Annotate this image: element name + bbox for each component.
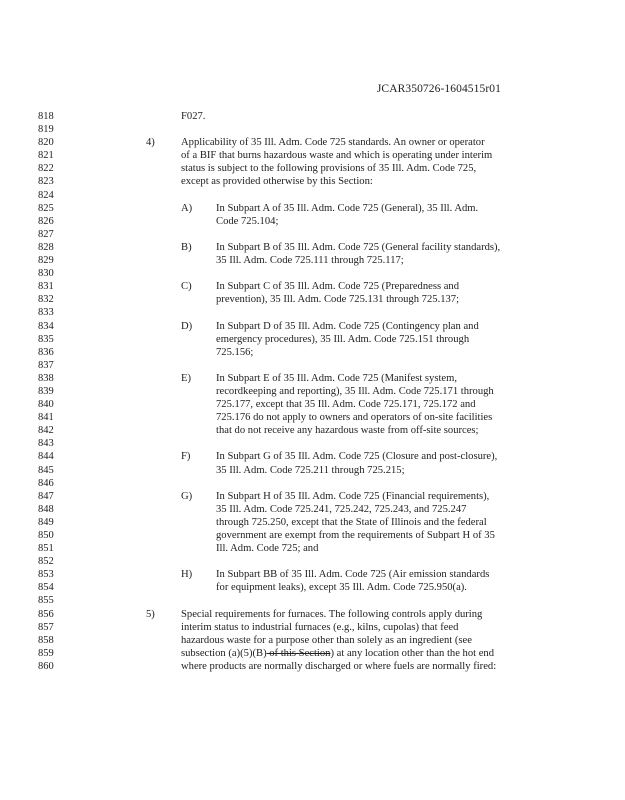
text-line (0, 503, 625, 516)
text: hazardous waste for a purpose other than solely as an ingredient (see (181, 634, 472, 646)
line-number: 858 (38, 634, 54, 646)
text: Special requirements for furnaces. The following controls apply during (181, 608, 483, 620)
text: for equipment leaks), except 35 Ill. Adm. Code 725.950(a). (216, 582, 467, 594)
text-line (0, 372, 625, 385)
line-number: 829 (38, 255, 54, 267)
line-number: 828 (38, 241, 54, 253)
text: 725.176 do not apply to owners and operators of on-site facilities (216, 412, 493, 424)
line-number: 852 (38, 556, 54, 568)
line-number: 818 (38, 111, 54, 122)
text: 725.156; (216, 346, 254, 358)
text-line (0, 647, 625, 660)
line-number: 853 (38, 569, 54, 581)
text-line (0, 450, 625, 463)
line-number: 831 (38, 281, 54, 293)
line-number: 835 (38, 333, 54, 345)
text: Ill. Adm. Code 725; and (216, 543, 319, 555)
line-number: 856 (38, 608, 54, 620)
line-number: 846 (38, 477, 54, 489)
text-line (0, 320, 625, 333)
blank-line (0, 437, 625, 450)
document-body (0, 110, 625, 673)
text: prevention), 35 Ill. Adm. Code 725.131 through 725.137; (216, 294, 460, 306)
text-line (0, 175, 625, 188)
text-line (0, 608, 625, 621)
text-line (0, 346, 625, 359)
text: 35 Ill. Adm. Code 725.111 through 725.117; (216, 255, 404, 267)
line-number: 819 (38, 124, 54, 136)
blank-line (0, 594, 625, 607)
document-id: JCAR350726-1604515r01 (376, 83, 501, 95)
text: of a BIF that burns hazardous waste and which is operating under interim (181, 150, 493, 162)
text: Applicability of 35 Ill. Adm. Code 725 standards. An owner or operator (181, 137, 485, 149)
line-number: 834 (38, 320, 54, 332)
line-number: 821 (38, 150, 54, 162)
text-line (0, 568, 625, 581)
blank-line (0, 123, 625, 136)
text: F027. (181, 111, 206, 122)
text-line (0, 254, 625, 267)
line-number: 836 (38, 346, 54, 358)
text-line (0, 411, 625, 424)
blank-line (0, 228, 625, 241)
line-number: 860 (38, 660, 54, 672)
text: Code 725.104; (216, 215, 279, 227)
text: In Subpart H of 35 Ill. Adm. Code 725 (Financial requirements), (216, 490, 490, 502)
blank-line (0, 477, 625, 490)
text: recordkeeping and reporting), 35 Ill. Adm. Code 725.171 through (216, 385, 494, 397)
line-number: 849 (38, 516, 54, 528)
text-line (0, 162, 625, 175)
line-number: 823 (38, 176, 54, 188)
text-line (0, 202, 625, 215)
blank-line (0, 267, 625, 280)
text-segment: ) at any location other than the hot end (330, 647, 495, 659)
text: In Subpart A of 35 Ill. Adm. Code 725 (General), 35 Ill. Adm. (216, 202, 479, 214)
line-number: 822 (38, 163, 54, 175)
text-line (0, 490, 625, 503)
text-line (0, 215, 625, 228)
subsection-label-5: 5) (146, 608, 155, 620)
line-number: 820 (38, 137, 54, 149)
text-segment: subsection (a)(5)(B) (181, 647, 267, 659)
text: 725.177, except that 35 Ill. Adm. Code 725.171, 725.172 and (216, 399, 476, 411)
text: government are exempt from the requirements of Subpart H of 35 (216, 530, 495, 541)
line-number: 824 (38, 189, 54, 201)
line-number: 838 (38, 372, 54, 384)
line-number: 833 (38, 307, 54, 319)
text-line (0, 280, 625, 293)
text: emergency procedures), 35 Ill. Adm. Code 725.151 through (216, 333, 470, 345)
line-number: 844 (38, 451, 54, 463)
blank-line (0, 189, 625, 202)
text-line (0, 529, 625, 542)
text-line (0, 581, 625, 594)
text: In Subpart D of 35 Ill. Adm. Code 725 (Contingency plan and (216, 320, 479, 332)
text: except as provided otherwise by this Section: (181, 176, 373, 188)
text: 35 Ill. Adm. Code 725.211 through 725.215; (216, 464, 405, 476)
text-line (0, 110, 625, 123)
line-number: 825 (38, 202, 54, 214)
text-line (0, 542, 625, 555)
line-number: 842 (38, 425, 54, 437)
line-number: 827 (38, 228, 54, 240)
line-number: 830 (38, 268, 54, 280)
text: In Subpart E of 35 Ill. Adm. Code 725 (Manifest system, (216, 372, 457, 384)
blank-line (0, 306, 625, 319)
text-line (0, 136, 625, 149)
text-line (0, 149, 625, 162)
text-line (0, 385, 625, 398)
line-number: 855 (38, 595, 54, 607)
line-number: 841 (38, 412, 54, 424)
text-line (0, 660, 625, 673)
subsection-label-4: 4) (146, 137, 155, 149)
line-number: 839 (38, 385, 54, 397)
line-number: 832 (38, 294, 54, 306)
text: In Subpart G of 35 Ill. Adm. Code 725 (Closure and post-closure), (216, 451, 498, 463)
line-number: 857 (38, 621, 54, 633)
item-label-c: C) (181, 281, 192, 293)
text-line (0, 634, 625, 647)
text-line (0, 293, 625, 306)
blank-line (0, 359, 625, 372)
item-label-d: D) (181, 320, 193, 332)
item-label-b: B) (181, 241, 192, 253)
text: where products are normally discharged or where fuels are normally fired: (181, 660, 497, 672)
text: status is subject to the following provisions of 35 Ill. Adm. Code 725, (181, 163, 477, 175)
text: 35 Ill. Adm. Code 725.241, 725.242, 725.243, and 725.247 (216, 503, 467, 515)
text-line (0, 516, 625, 529)
item-label-h: H) (181, 569, 193, 581)
line-number: 848 (38, 503, 54, 515)
line-number: 843 (38, 438, 54, 450)
item-label-g: G) (181, 490, 193, 502)
text-line (0, 424, 625, 437)
text (181, 647, 494, 660)
text: In Subpart C of 35 Ill. Adm. Code 725 (Preparedness and (216, 281, 460, 293)
line-number: 847 (38, 490, 54, 502)
item-label-a: A) (181, 202, 193, 214)
line-number: 850 (38, 530, 54, 541)
text: In Subpart BB of 35 Ill. Adm. Code 725 (Air emission standards (216, 569, 490, 581)
line-number: 845 (38, 464, 54, 476)
line-number: 840 (38, 399, 54, 411)
text: that do not receive any hazardous waste from off-site sources; (216, 425, 479, 437)
line-number: 851 (38, 543, 54, 555)
line-number: 854 (38, 582, 54, 594)
text-line (0, 398, 625, 411)
line-number: 826 (38, 215, 54, 227)
line-number: 859 (38, 647, 54, 659)
item-label-e: E) (181, 372, 191, 384)
text-line (0, 241, 625, 254)
blank-line (0, 555, 625, 568)
text-line (0, 621, 625, 634)
struck-text: of this Section (266, 647, 331, 659)
text-line (0, 333, 625, 346)
text: through 725.250, except that the State of Illinois and the federal (216, 516, 487, 528)
text: In Subpart B of 35 Ill. Adm. Code 725 (General facility standards), (216, 241, 501, 253)
text: interim status to industrial furnaces (e.g., kilns, cupolas) that feed (181, 621, 459, 633)
item-label-f: F) (181, 451, 191, 463)
line-number: 837 (38, 359, 54, 371)
text-line (0, 464, 625, 477)
